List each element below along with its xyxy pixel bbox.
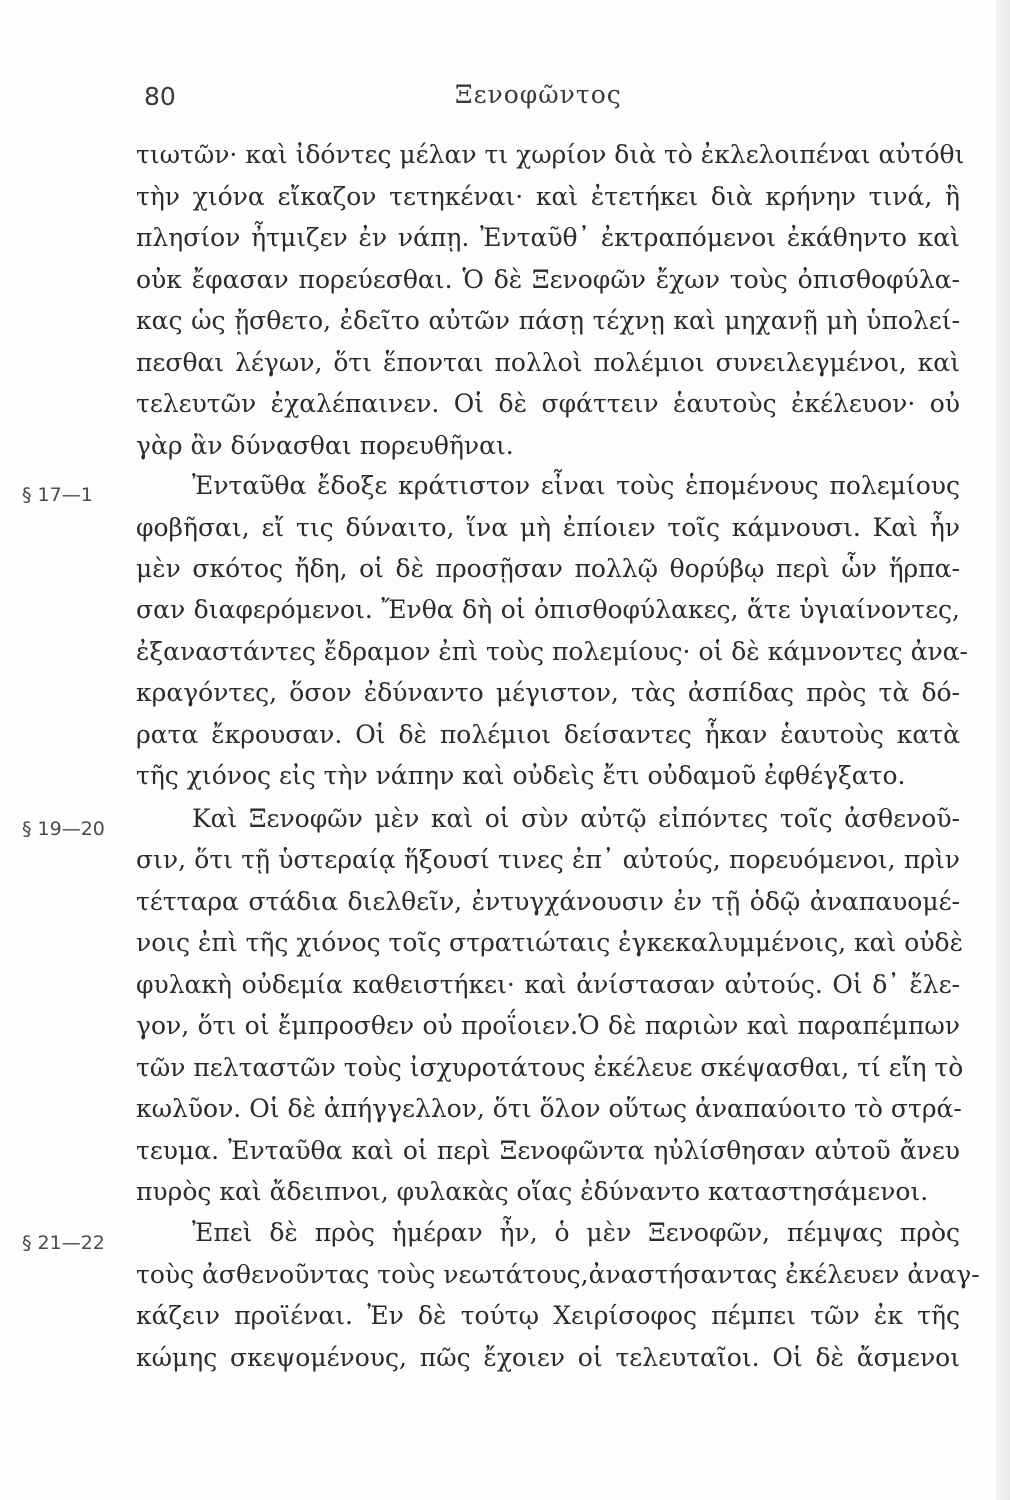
text-line: φυλακὴ οὐδεμία καθειστήκει· καὶ ἀνίστασαν αὐτούς. Οἱ δ᾽ ἔλε- — [136, 970, 960, 999]
text-line: κάζειν προϊέναι. Ἐν δὲ τούτῳ Χειρίσοφος πέμπει τῶν ἐκ τῆς — [136, 1301, 960, 1330]
text-line: τελευτῶν ἐχαλέπαινεν. Οἱ δὲ σφάττειν ἑαυτοὺς ἐκέλευον· οὐ — [136, 389, 960, 418]
text-line: κωλῦον. Οἱ δὲ ἀπήγγελλον, ὅτι ὅλον οὕτως ἀναπαύοιτο τὸ στρά- — [136, 1094, 962, 1123]
text-line: τὴν χιόνα εἴκαζον τετηκέναι· καὶ ἐτετήκει διὰ κρήνην τινά, ἣ — [136, 182, 960, 211]
text-line: τοὺς ἀσθενοῦντας τοὺς νεωτάτους,ἀναστήσαντας ἐκέλευεν ἀναγ- — [136, 1260, 980, 1289]
text-line: πλησίον ἦτμιζεν ἐν νάπῃ. Ἐνταῦθ᾽ ἐκτραπόμενοι ἐκάθηντο καὶ — [136, 223, 960, 252]
text-line: γον, ὅτι οἱ ἔμπροσθεν οὐ προΐοιεν.Ὁ δὲ παριὼν καὶ παραπέμπων — [136, 1011, 960, 1040]
text-line: τιωτῶν· καὶ ἰδόντες μέλαν τι χωρίον διὰ τὸ ἐκλελοιπέναι αὐτόθι — [136, 140, 965, 169]
text-line: τῶν πελταστῶν τοὺς ἰσχυροτάτους ἐκέλευε σκέψασθαι, τί εἴη τὸ — [136, 1053, 964, 1082]
margin-note: § 17—1 — [22, 484, 93, 506]
paragraph-first-line: Ἐπεὶ δὲ πρὸς ἡμέραν ἦν, ὁ μὲν Ξενοφῶν, πέμψας πρὸς — [192, 1218, 960, 1247]
text-line: μὲν σκότος ἤδη, οἱ δὲ προσῇσαν πολλῷ θορύβῳ περὶ ὧν ἥρπα- — [136, 554, 960, 583]
text-line: κραγόντες, ὅσον ἐδύναντο μέγιστον, τὰς ἀσπίδας πρὸς τὰ δό- — [136, 678, 960, 707]
paragraph-first-line: Ἐνταῦθα ἔδοξε κράτιστον εἶναι τοὺς ἑπομένους πολεμίους — [192, 471, 960, 500]
text-line: πεσθαι λέγων, ὅτι ἕπονται πολλοὶ πολέμιοι συνειλεγμένοι, καὶ — [136, 348, 960, 377]
running-head: Ξενοφῶντος — [455, 80, 622, 109]
text-line: γὰρ ἂν δύνασθαι πορευθῆναι. — [136, 431, 514, 460]
margin-note: § 19—20 — [22, 818, 105, 840]
page-edge — [996, 0, 1010, 1500]
text-line: ρατα ἔκρουσαν. Οἱ δὲ πολέμιοι δείσαντες ἧκαν ἑαυτοὺς κατὰ — [136, 720, 960, 749]
text-line: σιν, ὅτι τῇ ὑστεραίᾳ ἥξουσί τινες ἐπ᾽ αὐτούς, πορευόμενοι, πρὶν — [136, 845, 960, 874]
text-line: οὐκ ἔφασαν πορεύεσθαι. Ὁ δὲ Ξενοφῶν ἔχων τοὺς ὀπισθοφύλα- — [136, 265, 960, 294]
text-line: ἐξαναστάντες ἔδραμον ἐπὶ τοὺς πολεμίους· οἱ δὲ κάμνοντες ἀνα- — [136, 637, 968, 666]
margin-note: § 21—22 — [22, 1232, 105, 1254]
text-line: σαν διαφερόμενοι. Ἔνθα δὴ οἱ ὀπισθοφύλακες, ἅτε ὑγιαίνοντες, — [136, 595, 960, 624]
text-line: νοις ἐπὶ τῆς χιόνος τοῖς στρατιώταις ἐγκεκαλυμμένοις, καὶ οὐδὲ — [136, 928, 963, 957]
text-line: πυρὸς καὶ ἄδειπνοι, φυλακὰς οἵας ἐδύναντο καταστησάμενοι. — [136, 1177, 929, 1206]
text-line: κώμης σκεψομένους, πῶς ἔχοιεν οἱ τελευταῖοι. Οἱ δὲ ἄσμενοι — [136, 1343, 960, 1372]
text-line: κας ὡς ᾔσθετο, ἐδεῖτο αὐτῶν πάσῃ τέχνῃ καὶ μηχανῇ μὴ ὑπολεί- — [136, 306, 960, 335]
page-number: 80 — [144, 82, 176, 111]
text-line: φοβῆσαι, εἴ τις δύναιτο, ἵνα μὴ ἐπίοιεν τοῖς κάμνουσι. Καὶ ἦν — [136, 513, 960, 542]
text-line: τῆς χιόνος εἰς τὴν νάπην καὶ οὐδεὶς ἔτι οὐδαμοῦ ἐφθέγξατο. — [136, 761, 906, 790]
paragraph-first-line: Καὶ Ξενοφῶν μὲν καὶ οἱ σὺν αὐτῷ εἰπόντες τοῖς ἀσθενοῦ- — [192, 804, 960, 833]
text-line: τέτταρα στάδια διελθεῖν, ἐντυγχάνουσιν ἐν τῇ ὁδῷ ἀναπαυομέ- — [136, 887, 960, 916]
text-line: τευμα. Ἐνταῦθα καὶ οἱ περὶ Ξενοφῶντα ηὐλίσθησαν αὐτοῦ ἄνευ — [136, 1136, 960, 1165]
